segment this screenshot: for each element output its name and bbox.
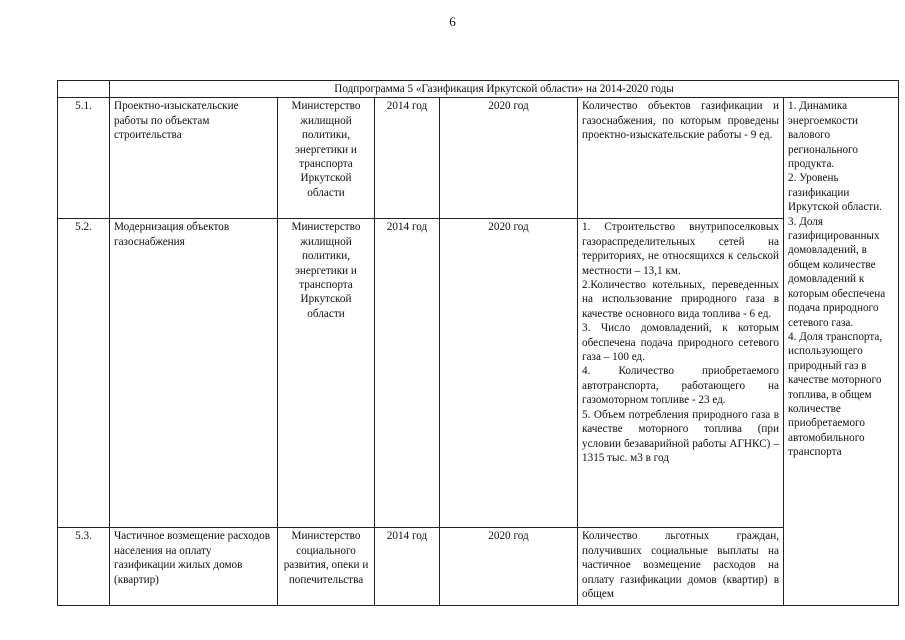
target-item: 4. Доля транспорта, использующего природный газ в качестве моторного топлива, в общем количестве приобретаемого автомобильного транспорта: [788, 330, 883, 459]
responsible-org: Министерство социального развития, опеки и попечительства: [278, 528, 375, 606]
indicator-text: Количество объектов газификации и газоснабжения, по которым проведены проектно-изыскательские работы - 9 ед.: [578, 98, 784, 219]
start-year: 2014 год: [375, 98, 440, 219]
target-item: 2. Уровень газификации Иркутской области.: [788, 172, 882, 214]
start-year: 2014 год: [375, 219, 440, 528]
start-year: 2014 год: [375, 528, 440, 606]
subprogram-table: [57, 80, 899, 606]
table-row: [58, 98, 899, 219]
target-item: 3. Доля газифицированных домовладений, в общем количестве домовладений к которым обеспечена подача природного сетевого газа.: [788, 215, 886, 329]
indicator-item: 5. Объем потребления природного газа в качестве моторного топлива (при условии безаварийной работы АГНКС) – 1315 тыс. м3 в год: [582, 408, 779, 464]
indicator-item: 3. Число домовладений, к которым обеспечена подача природного сетевого газа – 100 ед.: [582, 322, 779, 364]
row-number: 5.1.: [58, 98, 110, 219]
header-empty-cell: [58, 81, 110, 98]
table-row: [58, 528, 899, 606]
page-number: 6: [449, 14, 456, 29]
measure-name: Частичное возмещение расходов населения на оплату газификации жилых домов (квартир): [110, 528, 278, 606]
indicator-item: 2.Количество котельных, переведенных на использование природного газа в качестве основного вида топлива - 6 ед.: [582, 279, 779, 320]
indicator-item: 4. Количество приобретаемого автотранспорта, работающего на газомоторном топливе - 23 ед.: [582, 365, 779, 407]
responsible-org: Министерство жилищной политики, энергетики и транспорта Иркутской области: [278, 98, 375, 219]
row-number: 5.3.: [58, 528, 110, 606]
subprogram-header-row: [58, 81, 899, 98]
measure-name: Модернизация объектов газоснабжения: [110, 219, 278, 528]
indicator-list: [578, 219, 784, 528]
target-item: 1. Динамика энергоемкости валового регионального продукта.: [788, 100, 859, 171]
end-year: 2020 год: [440, 528, 578, 606]
target-indicators-cell: [784, 98, 899, 606]
end-year: 2020 год: [440, 219, 578, 528]
table-row: [58, 219, 899, 528]
indicator-text: Количество льготных граждан, получивших социальные выплаты на частичное возмещение расходов на оплату газификации домов (квартир) в общем: [578, 528, 784, 606]
end-year: 2020 год: [440, 98, 578, 219]
indicator-item: 1. Строительство внутрипоселковых газораспределительных сетей на территориях, не относящихся к сельской местности – 13,1 км.: [582, 221, 779, 277]
measure-name: Проектно-изыскательские работы по объектам строительства: [110, 98, 278, 219]
row-number: 5.2.: [58, 219, 110, 528]
subprogram-title: Подпрограмма 5 «Газификация Иркутской области» на 2014-2020 годы: [110, 81, 899, 98]
responsible-org: Министерство жилищной политики, энергетики и транспорта Иркутской области: [278, 219, 375, 528]
